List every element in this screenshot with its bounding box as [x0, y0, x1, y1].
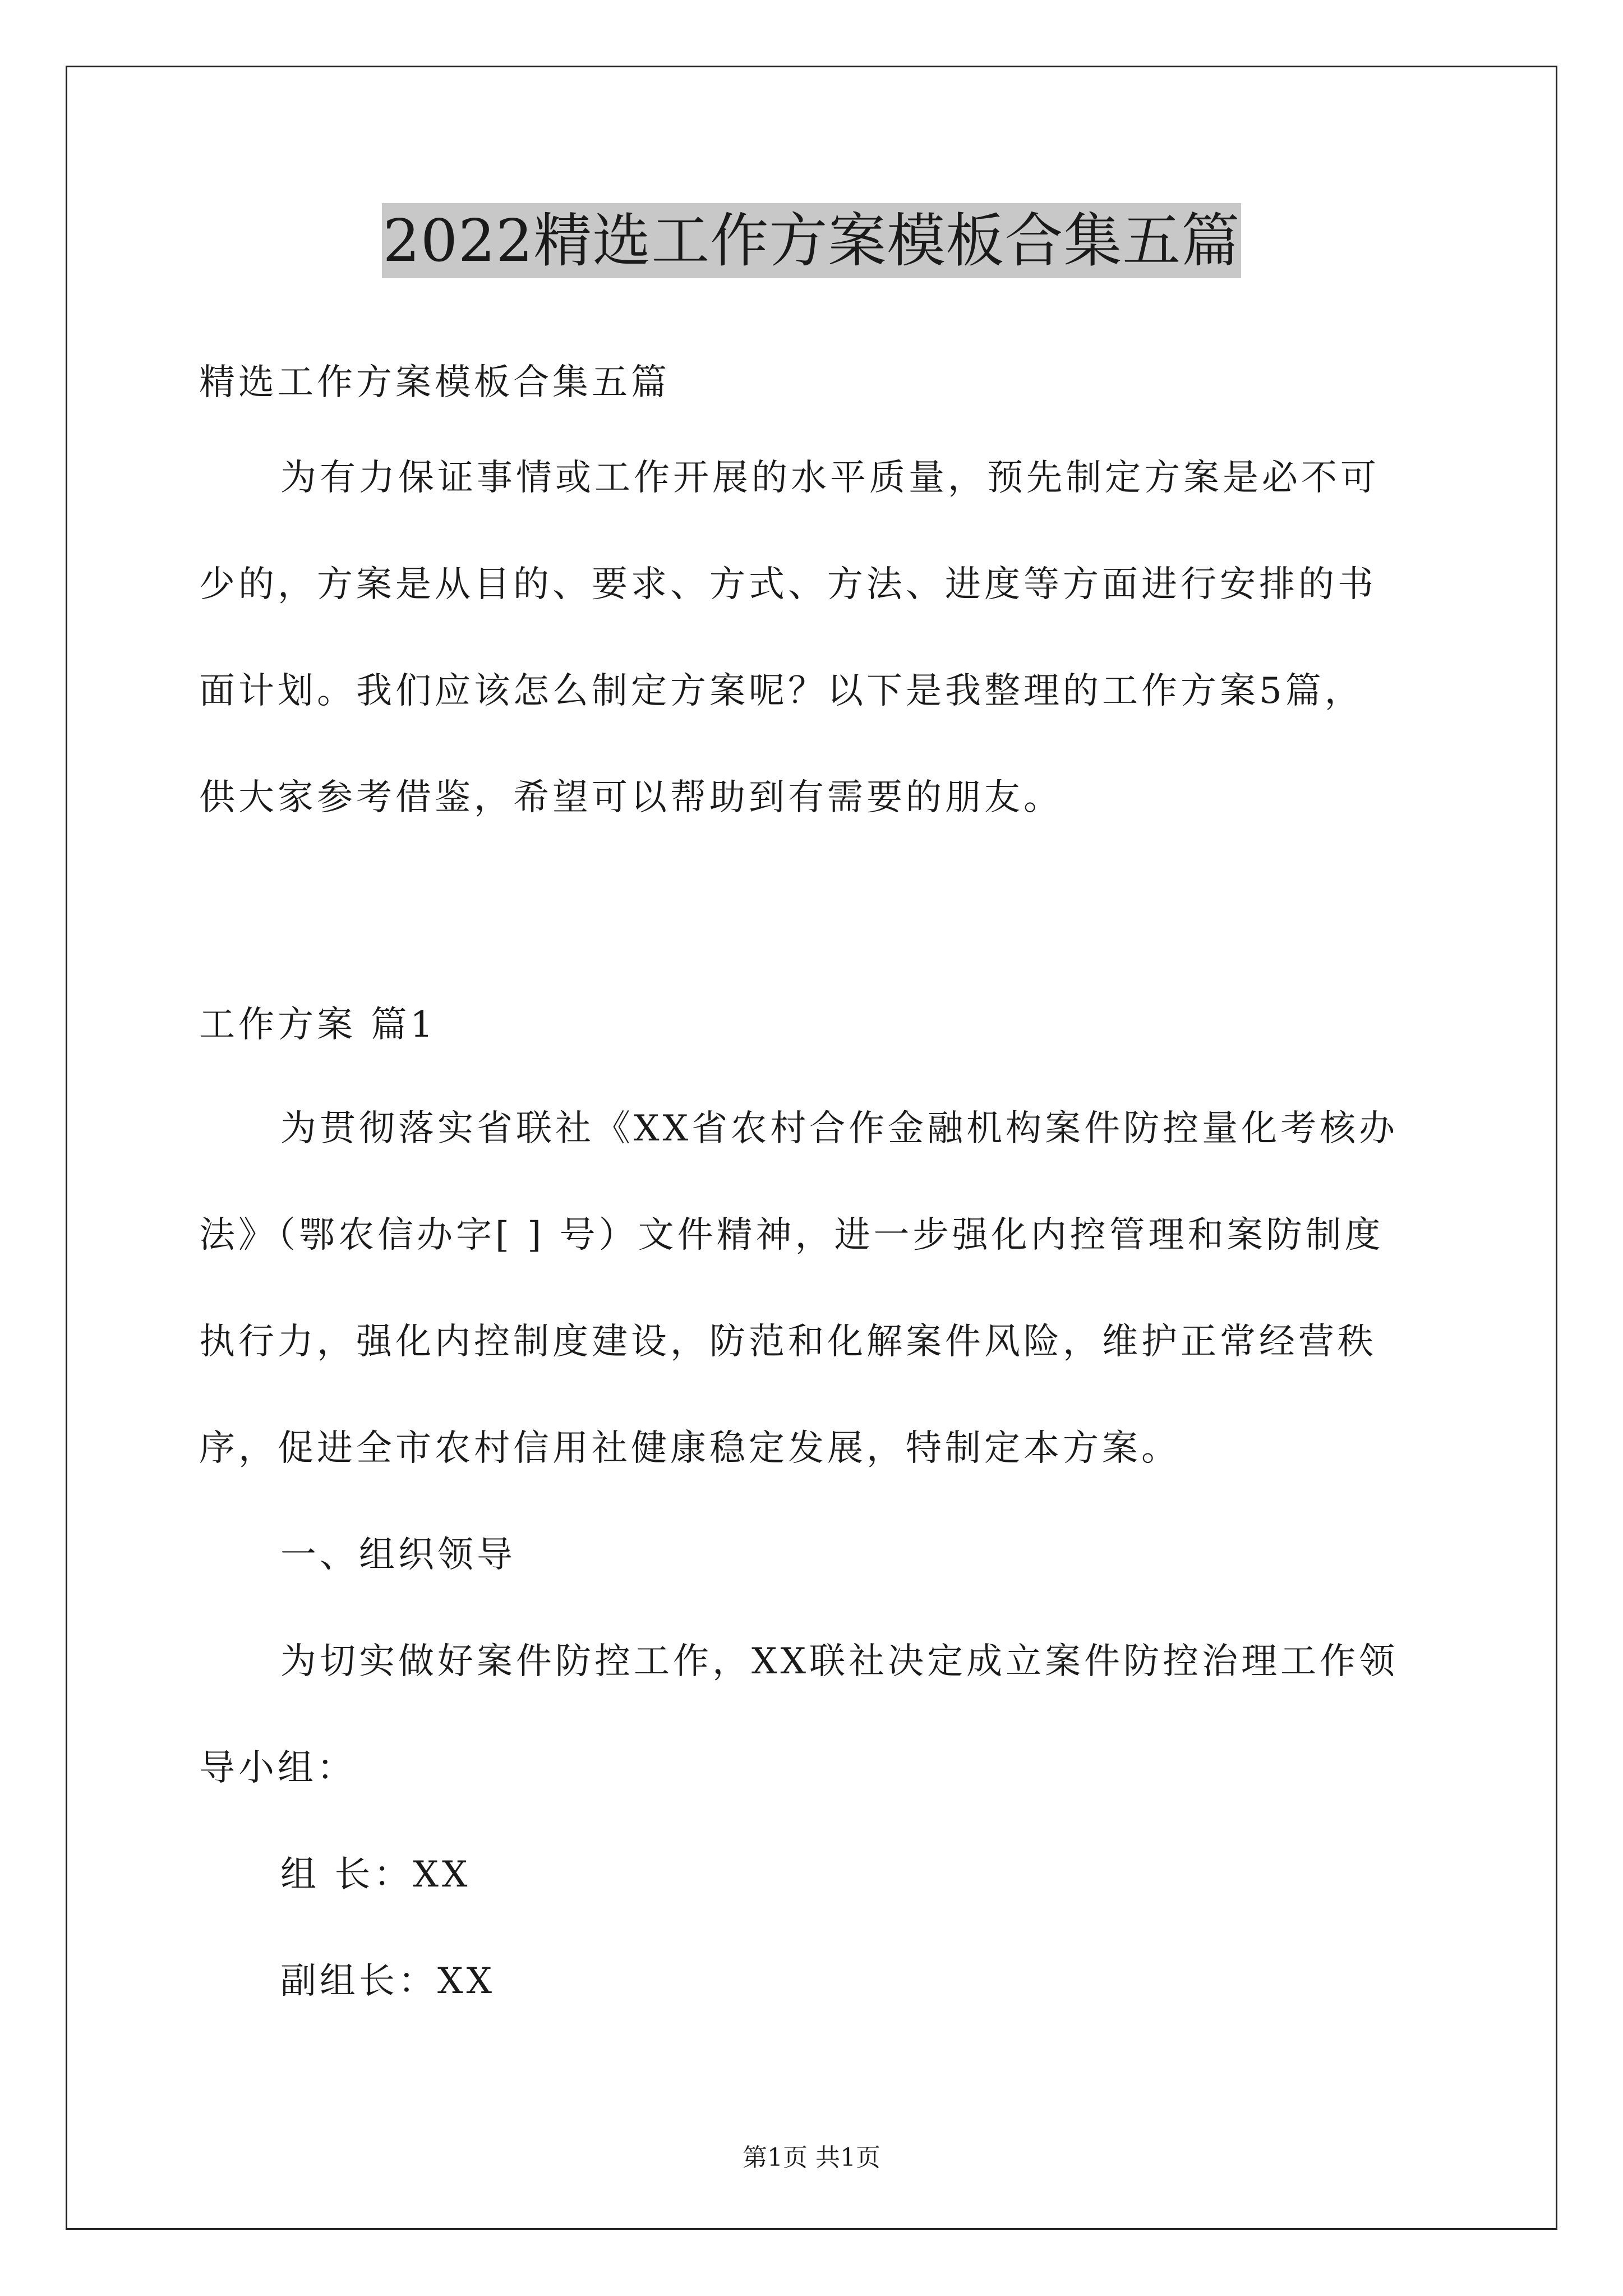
intro-line-2: 少的，方案是从目的、要求、方式、方法、进度等方面进行安排的书	[199, 564, 1377, 605]
intro-line-4: 供大家参考借鉴，希望可以帮助到有需要的朋友。	[199, 777, 1063, 818]
section-line-3: 执行力，强化内控制度建设，防范和化解案件风险，维护正常经营秩	[199, 1321, 1377, 1363]
title-container	[0, 203, 1623, 278]
section-heading: 工作方案 篇1	[199, 1004, 437, 1046]
org-line-1: 为切实做好案件防控工作，XX联社决定成立案件防控治理工作领	[280, 1641, 1399, 1682]
intro-line-1: 为有力保证事情或工作开展的水平质量，预先制定方案是必不可	[280, 457, 1380, 499]
section-line-4: 序，促进全市农村信用社健康稳定发展，特制定本方案。	[199, 1428, 1181, 1469]
document-subtitle: 精选工作方案模板合集五篇	[199, 362, 670, 403]
leader-line: 组 长：XX	[280, 1854, 471, 1895]
section-line-1: 为贯彻落实省联社《XX省农村合作金融机构案件防控量化考核办	[280, 1108, 1399, 1149]
deputy-leader-line: 副组长：XX	[280, 1961, 496, 2002]
intro-line-3: 面计划。我们应该怎么制定方案呢？以下是我整理的工作方案5篇，	[199, 670, 1364, 712]
document-title: 2022精选工作方案模板合集五篇	[382, 203, 1242, 278]
org-heading: 一、组织领导	[280, 1534, 516, 1576]
section-line-2: 法》（鄂农信办字[ ] 号）文件精神，进一步强化内控管理和案防制度	[199, 1214, 1384, 1256]
org-line-2: 导小组：	[199, 1747, 356, 1789]
page-footer: 第1页 共1页	[743, 2143, 880, 2172]
